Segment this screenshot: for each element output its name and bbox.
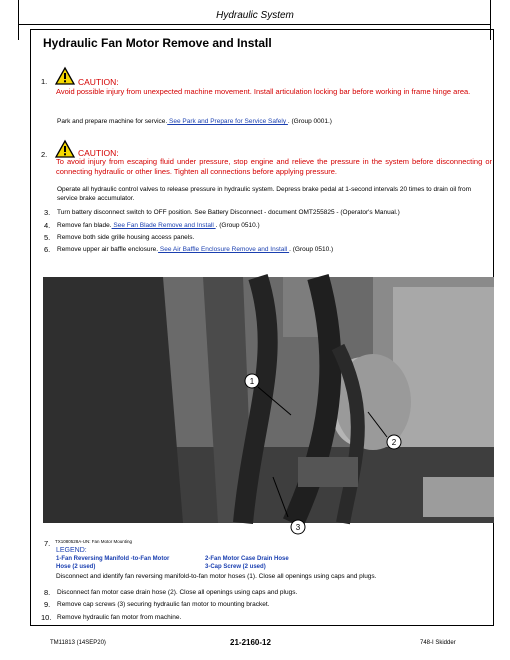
step-1-number: 1. (41, 77, 48, 86)
content-box (30, 29, 494, 626)
figure-id: TX1080528A-UN: Fan Motor Mounting (55, 539, 133, 544)
step-6-number: 6. (44, 245, 51, 254)
step-2-number: 2. (41, 150, 48, 159)
step-2-caution-label: CAUTION: (78, 148, 119, 158)
step-7-number: 7. (44, 539, 51, 548)
fan-motor-mounting-photo (43, 277, 494, 532)
header-rule (18, 24, 491, 25)
step-2-text: Operate all hydraulic control valves to release pressure in hydraulic system. Depress brake pedal at 1-second intervals 20 times to drain oil from service brake accumulator. (57, 186, 472, 202)
step-1-caution-label: CAUTION: (78, 77, 119, 87)
step-1-caution-text: Avoid possible injury from unexpected machine movement. Install articulation locking bar before working in frame hinge area. (56, 87, 471, 96)
step-9-number: 9. (44, 600, 51, 609)
legend-row1-col1: 1-Fan Reversing Manifold -to-Fan Motor (56, 556, 170, 562)
step-2-caution-text: To avoid injury from escaping fluid under pressure, stop engine and relieve the pressure in the system before disconnecting or connecting hydraulic or other lines. Tighten all connections before applying pressure. (56, 157, 492, 176)
footer-doc-id: TM11813 (14SEP20) (50, 640, 106, 646)
callout-2: 2 (391, 438, 397, 447)
step-4-text: Remove fan blade. See Fan Blade Remove and Install . (Group 0510.) (57, 222, 260, 229)
legend-row2-col1: Hose (2 used) (56, 564, 96, 570)
callout-1: 1 (249, 377, 255, 386)
step-10-text: Remove hydraulic fan motor from machine. (57, 614, 182, 621)
step-9-text: Remove cap screws (3) securing hydraulic fan motor to mounting bracket. (57, 601, 270, 608)
warning-triangle-icon (55, 67, 75, 85)
step-3-number: 3. (44, 208, 51, 217)
step-8-number: 8. (44, 588, 51, 597)
step-7-text: Disconnect and identify fan reversing manifold-to-fan motor hoses (1). Close all openings using caps and plugs. (56, 573, 377, 580)
footer-model: 748-I Skidder (420, 640, 456, 646)
legend-row1-col2: 2-Fan Motor Case Drain Hose (205, 556, 289, 562)
step-4-number: 4. (44, 221, 51, 230)
legend-title: LEGEND: (56, 547, 87, 554)
step-1-text: Park and prepare machine for service. See Park and Prepare for Service Safely . (Group 0001.) (57, 118, 332, 125)
air-baffle-link[interactable]: See Air Baffle Enclosure Remove and Install (158, 246, 290, 253)
park-and-prepare-link[interactable]: See Park and Prepare for Service Safely (167, 118, 288, 125)
step-8-text: Disconnect fan motor case drain hose (2). Close all openings using caps and plugs. (57, 589, 298, 596)
step-10-number: 10. (41, 613, 52, 622)
fan-blade-link[interactable]: See Fan Blade Remove and Install (111, 222, 216, 229)
step-6-text: Remove upper air baffle enclosure. See Air Baffle Enclosure Remove and Install . (Group 0510.) (57, 246, 334, 253)
section-title: Hydraulic Fan Motor Remove and Install (43, 36, 272, 50)
callout-3: 3 (295, 523, 301, 532)
warning-triangle-icon (55, 140, 75, 158)
page-header-title: Hydraulic System (216, 10, 294, 21)
step-5-number: 5. (44, 233, 51, 242)
footer-page-number: 21-2160-12 (230, 638, 271, 647)
step-5-text: Remove both side grille housing access panels. (57, 234, 195, 241)
legend-row2-col2: 3-Cap Screw (2 used) (205, 564, 266, 570)
step-3-text: Turn battery disconnect switch to OFF position. See Battery Disconnect - document OMT255825 - (Operator's Manual.) (57, 209, 400, 216)
